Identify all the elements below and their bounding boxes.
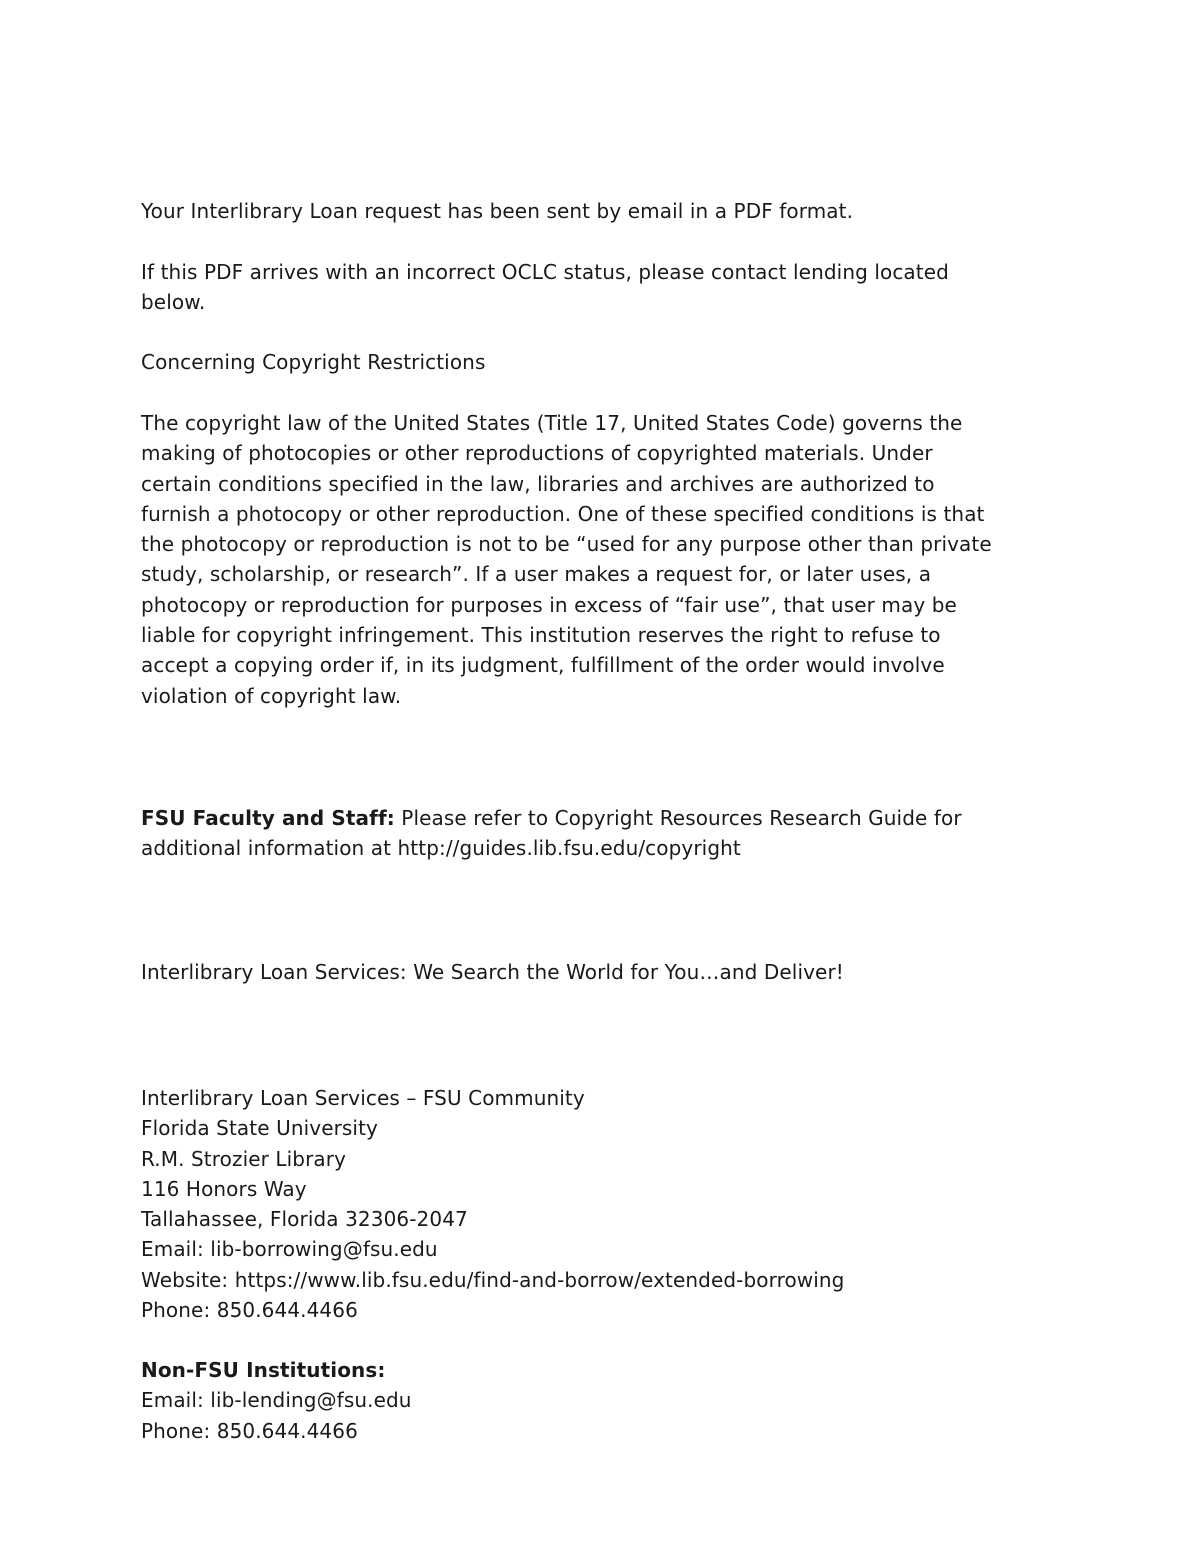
contact-library: R.M. Strozier Library [141, 1146, 347, 1171]
contact-email-link[interactable]: lib-borrowing@fsu.edu [210, 1237, 438, 1262]
copyright-body-line: accept a copying order if, in its judgment, fulfillment of the order would involve [141, 653, 945, 678]
faculty-text: Please refer to Copyright Resources Research Guide for [394, 806, 962, 830]
contact-city: Tallahassee, Florida 32306-2047 [141, 1207, 468, 1232]
faculty-note-line-2 [141, 833, 1056, 863]
oclc-message-line: If this PDF arrives with an incorrect OCLC status, please contact lending located [141, 260, 949, 284]
contact-website-link[interactable]: https://www.lib.fsu.edu/find-and-borrow/extended-borrowing [234, 1267, 845, 1292]
fsu-contact-block [141, 1083, 1056, 1325]
non-fsu-heading: Non-FSU Institutions: [141, 1358, 386, 1382]
copyright-body-line: photocopy or reproduction for purposes in excess of “fair use”, that user may be [141, 592, 957, 617]
copyright-body-line: violation of copyright law. [141, 683, 402, 708]
faculty-text-prefix: additional information at [141, 836, 398, 861]
contact-street: 116 Honors Way [141, 1176, 307, 1201]
contact-phone: 850.644.4466 [216, 1298, 358, 1323]
copyright-body-line: The copyright law of the United States (Title 17, United States Code) governs the [141, 411, 963, 435]
copyright-body-line: the photocopy or reproduction is not to be “used for any purpose other than private [141, 532, 992, 557]
contact-email-line [141, 1234, 1056, 1264]
sent-message-text: Your Interlibrary Loan request has been sent by email in a PDF format. [141, 199, 854, 223]
copyright-body [141, 408, 1056, 711]
non-fsu-email-line [141, 1385, 1056, 1415]
copyright-body-line: certain conditions specified in the law, libraries and archives are authorized to [141, 471, 935, 496]
oclc-message [141, 257, 1056, 318]
non-fsu-email-label: Email: [141, 1388, 211, 1413]
copyright-body-line: study, scholarship, or research”. If a user makes a request for, or later uses, a [141, 562, 932, 587]
sent-message [141, 196, 1056, 226]
copyright-guide-link[interactable]: http://guides.lib.fsu.edu/copyright [397, 836, 741, 861]
non-fsu-phone-line [141, 1416, 1056, 1446]
contact-university: Florida State University [141, 1116, 378, 1141]
contact-website-line [141, 1265, 1056, 1295]
non-fsu-email-link[interactable]: lib-lending@fsu.edu [210, 1388, 412, 1413]
contact-website-label: Website: [141, 1267, 235, 1292]
slogan-text: Interlibrary Loan Services: We Search the World for You…and Deliver! [141, 960, 844, 984]
non-fsu-contact-block [141, 1355, 1056, 1446]
copyright-body-line: liable for copyright infringement. This institution reserves the right to refuse to [141, 623, 941, 648]
contact-phone-label: Phone: [141, 1298, 217, 1323]
copyright-heading [141, 347, 1056, 377]
oclc-message-line: below. [141, 290, 206, 315]
slogan [141, 957, 1056, 987]
copyright-heading-text: Concerning Copyright Restrictions [141, 350, 486, 374]
non-fsu-phone: 850.644.4466 [216, 1418, 358, 1443]
contact-department: Interlibrary Loan Services – FSU Community [141, 1086, 585, 1110]
copyright-body-line: furnish a photocopy or other reproduction. One of these specified conditions is that [141, 501, 985, 526]
copyright-body-line: making of photocopies or other reproductions of copyrighted materials. Under [141, 441, 933, 466]
contact-email-label: Email: [141, 1237, 211, 1262]
faculty-label: FSU Faculty and Staff: [141, 806, 395, 830]
non-fsu-phone-label: Phone: [141, 1418, 217, 1443]
contact-phone-line [141, 1295, 1056, 1325]
faculty-note-line-1 [141, 803, 1056, 833]
faculty-note [141, 803, 1056, 864]
